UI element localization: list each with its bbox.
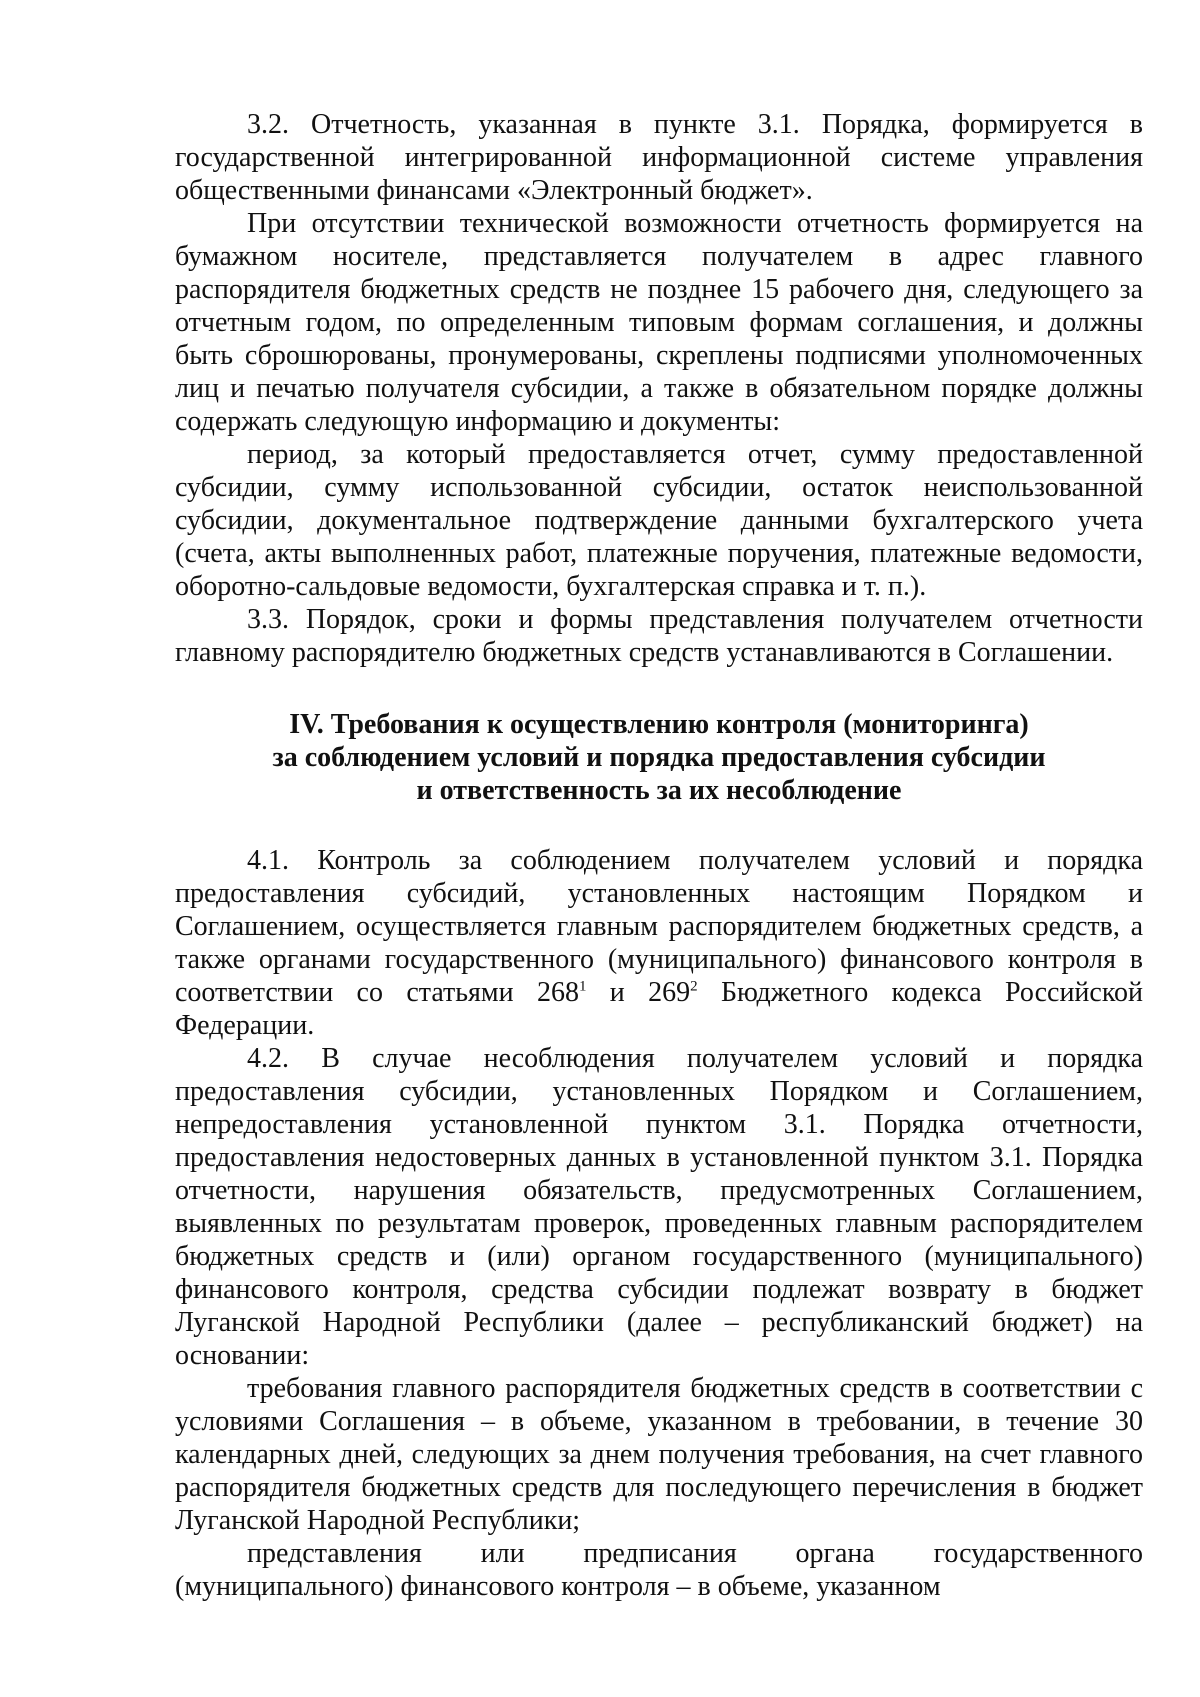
footnote-superscript-2: 2 [690, 978, 698, 995]
section-heading-line-1: IV. Требования к осуществлению контроля (мониторинга) [289, 709, 1029, 740]
section-heading-line-3: и ответственность за их несоблюдение [416, 775, 902, 806]
paragraph-4-1 [175, 844, 1143, 1042]
paragraph-3-2: 3.2. Отчетность, указанная в пункте 3.1. Порядка, формируется в государственной интегрированной информационной системе управления общественными финансами «Электронный бюджет». [175, 109, 1143, 206]
paragraph-submission-or-order: представления или предписания органа государственного (муниципального) финансового контроля – в объеме, указанном [175, 1538, 1143, 1602]
paragraph-4-1-part-2: и 269 [586, 977, 691, 1008]
section-heading-iv [175, 708, 1143, 807]
paragraph-4-1-part-1: 4.1. Контроль за соблюдением получателем условий и порядка предоставления субсидий, установленных настоящим Порядком и Соглашением, осуществляется главным распорядителем бюджетных средств, а также органами государственного (муниципального) финансового контроля в соответствии со статьями 268 [175, 845, 1143, 1008]
paragraph-no-technical-possibility: При отсутствии технической возможности отчетность формируется на бумажном носителе, представляется получателем в адрес главного распорядителя бюджетных средств не позднее 15 рабочего дня, следующего за отчетным годом, по определенным типовым формам соглашения, и должны быть сброшюрованы, пронумерованы, скреплены подписями уполномоченных лиц и печатью получателя субсидии, а также в обязательном порядке должны содержать следующую информацию и документы: [175, 208, 1143, 437]
paragraph-requirement: требования главного распорядителя бюджетных средств в соответствии с условиями Соглашения – в объеме, указанном в требовании, в течение 30 календарных дней, следующих за днем получения требования, на счет главного распорядителя бюджетных средств для последующего перечисления в бюджет Луганской Народной Республики; [175, 1373, 1143, 1536]
section-heading-line-2: за соблюдением условий и порядка предоставления субсидии [272, 742, 1046, 773]
paragraph-4-1-part-3: Бюджетного кодекса Российской Федерации. [175, 977, 1144, 1041]
paragraph-report-period: период, за который предоставляется отчет, сумму предоставленной субсидии, сумму использованной субсидии, остаток неиспользованной субсидии, документальное подтверждение данными бухгалтерского учета (счета, акты выполненных работ, платежные поручения, платежные ведомости, оборотно-сальдовые ведомости, бухгалтерская справка и т. п.). [175, 439, 1143, 602]
paragraph-4-2: 4.2. В случае несоблюдения получателем условий и порядка предоставления субсидии, установленных Порядком и Соглашением, непредоставления установленной пунктом 3.1. Порядка отчетности, предоставления недостоверных данных в установленной пунктом 3.1. Порядка отчетности, нарушения обязательств, предусмотренных Соглашением, выявленных по результатам проверок, проведенных главным распорядителем бюджетных средств и (или) органом государственного (муниципального) финансового контроля, средства субсидии подлежат возврату в бюджет Луганской Народной Республики (далее – республиканский бюджет) на основании: [175, 1043, 1143, 1371]
paragraph-3-3: 3.3. Порядок, сроки и формы представления получателем отчетности главному распорядителю бюджетных средств устанавливаются в Соглашении. [175, 604, 1143, 668]
footnote-superscript-1: 1 [578, 978, 587, 995]
document-page [175, 108, 1143, 1603]
